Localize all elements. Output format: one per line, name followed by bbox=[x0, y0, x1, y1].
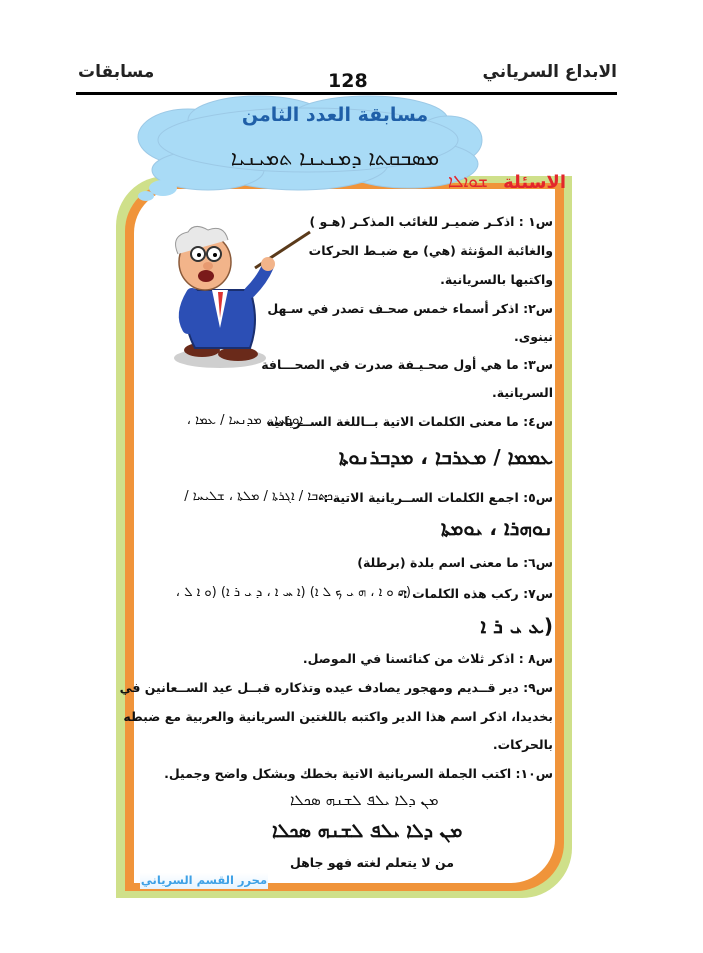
question-2-line-2: نينوى. bbox=[514, 329, 553, 344]
questions-label: الاسئلة bbox=[503, 172, 566, 193]
question-2-line-1: س٢: اذكر أسماء خمس صحـف تصدر في سـهل bbox=[267, 301, 553, 316]
question-6-line-1: س٦: ما معنى اسم بلدة (برطلة) bbox=[357, 555, 553, 570]
question-5-syriac-2: ܢܘܗܪܐ ، ܝܘܡܬܐ bbox=[440, 516, 553, 540]
magazine-title: الابداع السرياني bbox=[482, 62, 617, 82]
question-3-line-2: السريانية. bbox=[492, 385, 553, 400]
question-9-line-2: بخديدا، اذكر اسم هذا الدير واكتبه باللغتين السريانية والعربية مع ضبطه bbox=[123, 709, 553, 724]
question-7-syriac-1: (ܗ ܘ ܐ ، ܗ ܝ ܟ ܠ ܐ) (ܐ ܚ ܐ ، ܕ ܝ ܪ ܐ) (ܘ ܐ ܠ ، bbox=[175, 585, 411, 600]
question-4-line-1: س٤: ما معنى الكلمات الاتية بــاللغة الســريانية bbox=[266, 414, 553, 429]
question-10-syriac-2: ܡܢ ܕܠܐ ܝܠܦ ܠܫܢܗ ܣܟܠܐ bbox=[272, 820, 463, 842]
question-8-line-1: س٨ : اذكر ثلاث من كنائسنا في الموصل. bbox=[302, 651, 553, 666]
questions-label-syriac: ܫܘܐܠܐ bbox=[447, 172, 488, 192]
question-10-syriac-1: ܡܢ ܕܠܐ ܝܠܦ ܠܫܢܗ ܣܟܠܐ bbox=[290, 791, 439, 809]
proverb: من لا يتعلم لغته فهو جاهل bbox=[289, 855, 455, 870]
question-3-line-1: س٣: ما هي أول صحـيـفة صدرت في الصحـــافة bbox=[261, 357, 553, 372]
question-5-line-1: س٥: اجمع الكلمات الســريانية الاتية :- bbox=[318, 490, 553, 505]
question-4-syriac-1: ܐܘܪܚܐ ، ܡܕܢܚܐ / ܥܡܐ ، bbox=[186, 413, 303, 428]
page-number: 128 bbox=[328, 70, 368, 92]
question-1-line-2: والغائبة المؤنثة (هي) مع ضبـط الحركات bbox=[308, 243, 553, 258]
question-7-syriac-2: ܥ ܝ ܪ ܐ) bbox=[480, 614, 553, 638]
question-5-syriac-1: ܟܬܒܐ / ܐܓܪܬܐ / ܡܠܬܐ ، ܫܠܝܚܐ / bbox=[184, 489, 333, 504]
question-1-line-1: س١ : اذكـر ضميـر للغائب المذكـر (هـو ) bbox=[309, 214, 553, 229]
editor-credit: محرر القسم السرياني bbox=[140, 873, 268, 887]
question-4-syriac-2: ܥܡܡܐ / ܡܥܪܒܐ ، ܡܕܒܪܢܘܬܐ bbox=[338, 445, 553, 469]
section-title: مسابقات bbox=[78, 62, 155, 82]
teacher-pointer-illustration bbox=[150, 210, 320, 380]
question-1-line-3: واكتبها بالسريانية. bbox=[440, 272, 553, 287]
competition-title: مسابقة العدد الثامن bbox=[241, 104, 429, 126]
question-7-line-1: س٧: ركب هذه الكلمات :- bbox=[397, 586, 553, 601]
competition-title-syriac: ܡܣܒܩܬܐ ܕܡܢܝܢܐ ܬܡܝܢܝܐ bbox=[230, 146, 440, 170]
question-9-line-3: بالحركات. bbox=[492, 737, 553, 752]
question-10-line-1: س١٠: اكتب الجملة السريانية الاتية بخطك وبشكل واضح وجميل. bbox=[164, 766, 553, 781]
question-9-line-1: س٩: دير قــديم ومهجور يصادف عيده وتذكاره قبــل عيد الســعانين في bbox=[119, 680, 553, 695]
